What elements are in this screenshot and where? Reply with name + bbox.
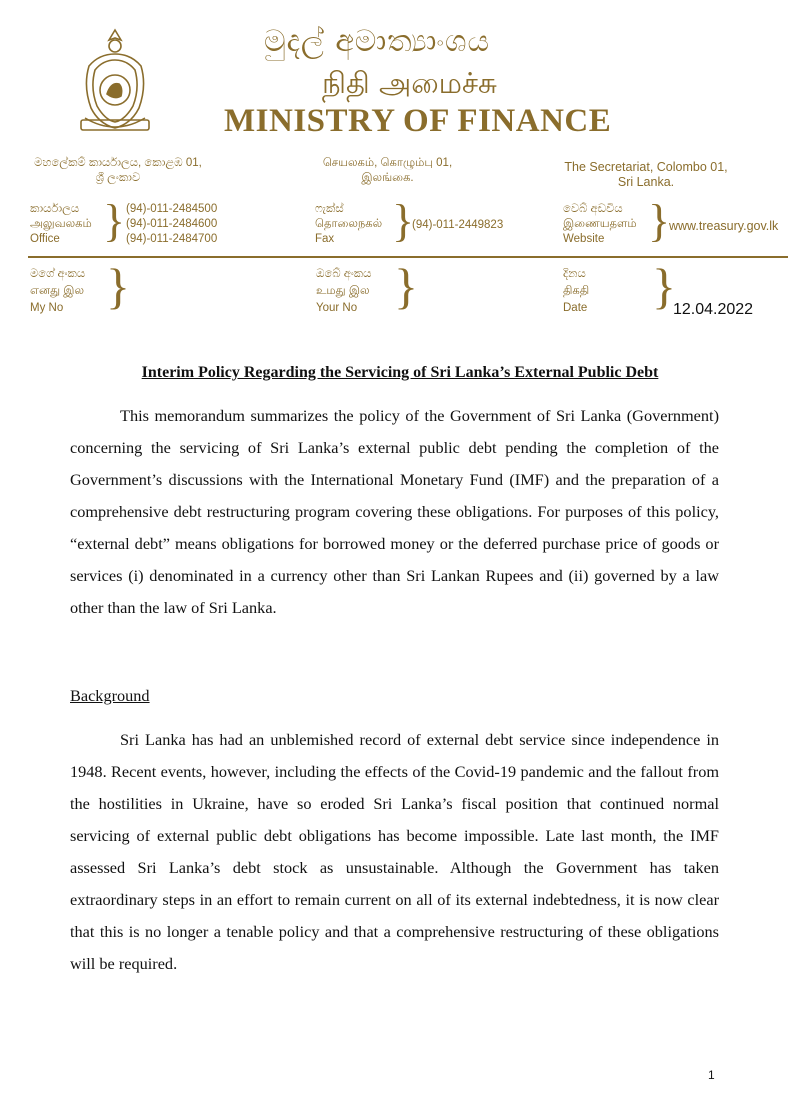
fax-label-ta: தொலைநகல்	[315, 218, 383, 230]
address-tamil-line1: செயலகம், கொழும்பு 01,	[322, 157, 453, 169]
office-phone: (94)-011-2484600	[126, 218, 218, 230]
national-emblem-icon	[75, 26, 155, 134]
your-no-label-en: Your No	[316, 302, 358, 314]
office-labels	[30, 202, 92, 247]
office-label-en: Office	[30, 233, 60, 245]
background-paragraph: Sri Lanka has had an unblemished record of external debt service since independence in 1948. Recent events, however, including the effects of the Covid-19 pandemic and the fallout from the hostilities in Ukraine, have so eroded Sri Lanka’s fiscal position that continued normal servicing of external public debt obligations has become impossible. Late last month, the IMF assessed Sri Lanka’s debt stock as unsustainable. Although the Government has taken extraordinary steps in an effort to remain current on all of its external indebtedness, it is now clear that this is no longer a tenable policy and that a comprehensive restructuring of these obligations will be required.	[70, 730, 719, 973]
date-brace: }	[652, 258, 676, 314]
your-no-label-si: ඔබේ අංකය	[316, 268, 372, 280]
website-link[interactable]: www.treasury.gov.lk	[669, 219, 779, 233]
page-number: 1	[708, 1068, 715, 1082]
address-tamil-line2: இலங்கை.	[361, 172, 414, 184]
address-english	[558, 160, 734, 190]
date-label-ta: திகதி	[563, 285, 590, 297]
address-tamil	[300, 156, 475, 186]
address-english-line1: The Secretariat, Colombo 01,	[564, 160, 728, 174]
date-labels	[563, 266, 589, 317]
my-no-brace: }	[106, 258, 130, 314]
fax-brace: }	[392, 195, 415, 246]
my-no-label-ta: எனது இல	[30, 285, 85, 297]
your-no-labels	[316, 266, 371, 317]
office-label-ta: அலுவலகம்	[30, 218, 92, 230]
address-english-line2: Sri Lanka.	[617, 175, 675, 189]
address-sinhala	[28, 156, 208, 186]
ministry-title-tamil: நிதி அமைச்சு	[322, 66, 497, 100]
website-label-en: Website	[563, 233, 605, 245]
your-no-brace: }	[394, 258, 418, 314]
ministry-title-english: MINISTRY OF FINANCE	[224, 103, 612, 139]
document-title: Interim Policy Regarding the Servicing of Sri Lanka’s External Public Debt	[141, 364, 659, 381]
section-heading-background: Background	[70, 686, 150, 705]
date-label-si: දිනය	[563, 268, 586, 280]
fax-label-si: ෆැක්ස්	[315, 203, 344, 215]
my-no-label-si: මගේ අංකය	[30, 268, 86, 280]
website-labels	[563, 202, 637, 247]
your-no-label-ta: உமது இல	[316, 285, 370, 297]
office-brace: }	[103, 195, 126, 246]
fax-labels	[315, 202, 382, 247]
address-sinhala-line1: මහලේකම් කාර්යාලය, කොළඹ 01,	[34, 157, 202, 169]
intro-paragraph: This memorandum summarizes the policy of the Government of Sri Lanka (Government) concerning the servicing of Sri Lanka’s external public debt pending the completion of the Government’s discussions with the International Monetary Fund (IMF) and the preparation of a comprehensive debt restructuring program covering these obligations. For purposes of this policy, “external debt” means obligations for borrowed money or the deferred purchase price of goods or services (i) denominated in a currency other than Sri Lankan Rupees and (ii) governed by a law other than the law of Sri Lanka.	[70, 406, 719, 617]
address-sinhala-line2: ශ්‍රී ලංකාව	[95, 172, 141, 184]
fax-number: (94)-011-2449823	[412, 219, 504, 231]
office-label-si: කාර්යාලය	[30, 203, 80, 215]
my-no-label-en: My No	[30, 302, 64, 314]
date-label-en: Date	[563, 302, 588, 314]
my-no-labels	[30, 266, 85, 317]
website-label-si: වෙබ් අඩවිය	[563, 203, 623, 215]
website-brace: }	[648, 195, 671, 246]
letter-date: 12.04.2022	[673, 301, 754, 318]
fax-label-en: Fax	[315, 233, 335, 245]
office-phone: (94)-011-2484700	[126, 233, 218, 245]
office-phones	[126, 202, 217, 247]
website-label-ta: இணையதளம்	[563, 218, 637, 230]
ministry-title-sinhala: මුදල් අමාත්‍යාංශය	[264, 24, 491, 59]
office-phone: (94)-011-2484500	[126, 203, 218, 215]
